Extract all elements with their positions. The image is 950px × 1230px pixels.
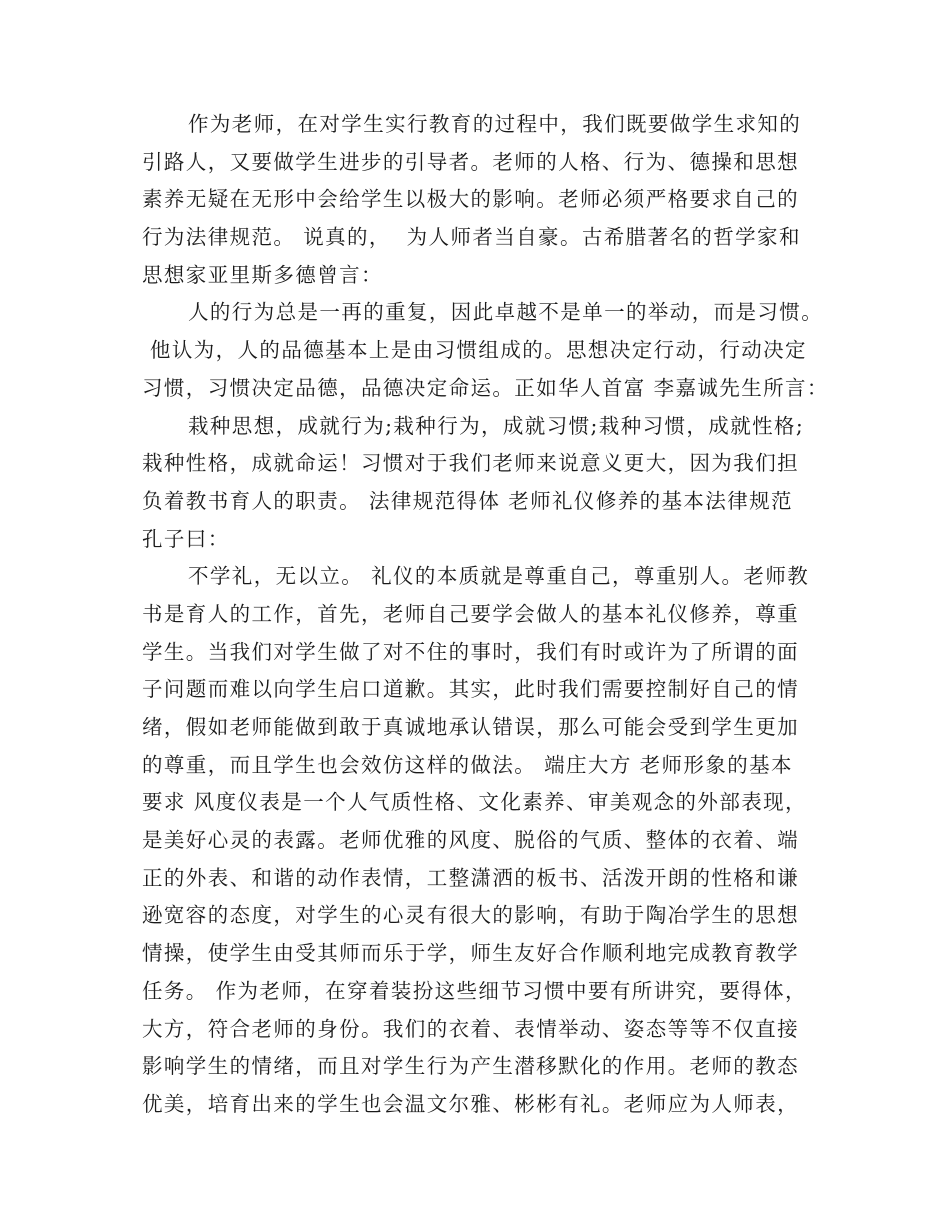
text-line: 正的外表、和谐的动作表情，工整潇洒的板书、活泼开朗的性格和谦	[142, 865, 799, 890]
body-text	[142, 106, 829, 1124]
text-line: 他认为，人的品德基本上是由习惯组成的。思想决定行动，行动决定	[142, 338, 807, 363]
text-line: 素养无疑在无形中会给学生以极大的影响。老师必须严格要求自己的	[142, 187, 799, 212]
text-line: 负着教书育人的职责。 法律规范得体 老师礼仪修养的基本法律规范	[142, 488, 793, 513]
text-line: 优美，培育出来的学生也会温文尔雅、彬彬有礼。老师应为人师表，	[142, 1091, 799, 1116]
text-line: 不学礼，无以立。 礼仪的本质就是尊重自己，尊重别人。老师教	[188, 564, 810, 589]
text-line: 行为法律规范。 说真的， 为人师者当自豪。古希腊著名的哲学家和	[142, 225, 801, 250]
text-line: 情操，使学生由受其师而乐于学，师生友好合作顺利地完成教育教学	[142, 941, 799, 966]
text-line: 引路人，又要做学生进步的引导者。老师的人格、行为、德操和思想	[142, 149, 799, 174]
text-line: 绪，假如老师能做到敢于真诚地承认错误，那么可能会受到学生更加	[142, 715, 799, 739]
text-line: 影响学生的情绪，而且对学生行为产生潜移默化的作用。老师的教态	[142, 1054, 799, 1079]
text-line: 要求 风度仪表是一个人气质性格、文化素养、审美观念的外部表现，	[142, 790, 807, 815]
text-line: 思想家亚里斯多德曾言：	[142, 262, 383, 287]
text-line: 人的行为总是一再的重复，因此卓越不是单一的举动，而是习惯。	[188, 300, 824, 325]
text-line: 书是育人的工作，首先，老师自己要学会做人的基本礼仪修养，尊重	[142, 601, 799, 626]
text-line: 孔子曰：	[142, 526, 230, 551]
text-line: 作为老师，在对学生实行教育的过程中，我们既要做学生求知的	[188, 112, 802, 136]
text-line: 学生。当我们对学生做了对不住的事时，我们有时或许为了所谓的面	[142, 639, 799, 664]
text-line: 逊宽容的态度，对学生的心灵有很大的影响，有助于陶冶学生的思想	[142, 903, 799, 928]
text-line: 习惯，习惯决定品德，品德决定命运。正如华人首富 李嘉诚先生所言：	[142, 375, 829, 400]
text-line: 子问题而难以向学生启口道歉。其实，此时我们需要控制好自己的情	[142, 677, 799, 702]
text-line: 任务。 作为老师，在穿着装扮这些细节习惯中要有所讲究，要得体，	[142, 978, 807, 1003]
text-line: 的尊重，而且学生也会效仿这样的做法。 端庄大方 老师形象的基本	[142, 752, 793, 777]
text-line: 是美好心灵的表露。老师优雅的风度、脱俗的气质、整体的衣着、端	[142, 828, 799, 853]
text-line: 栽种性格，成就命运！习惯对于我们老师来说意义更大，因为我们担	[142, 451, 799, 476]
text-line: 大方，符合老师的身份。我们的衣着、表情举动、姿态等等不仅直接	[142, 1016, 799, 1041]
text-line: 栽种思想，成就行为;栽种行为，成就习惯;栽种习惯，成就性格;	[188, 413, 805, 438]
